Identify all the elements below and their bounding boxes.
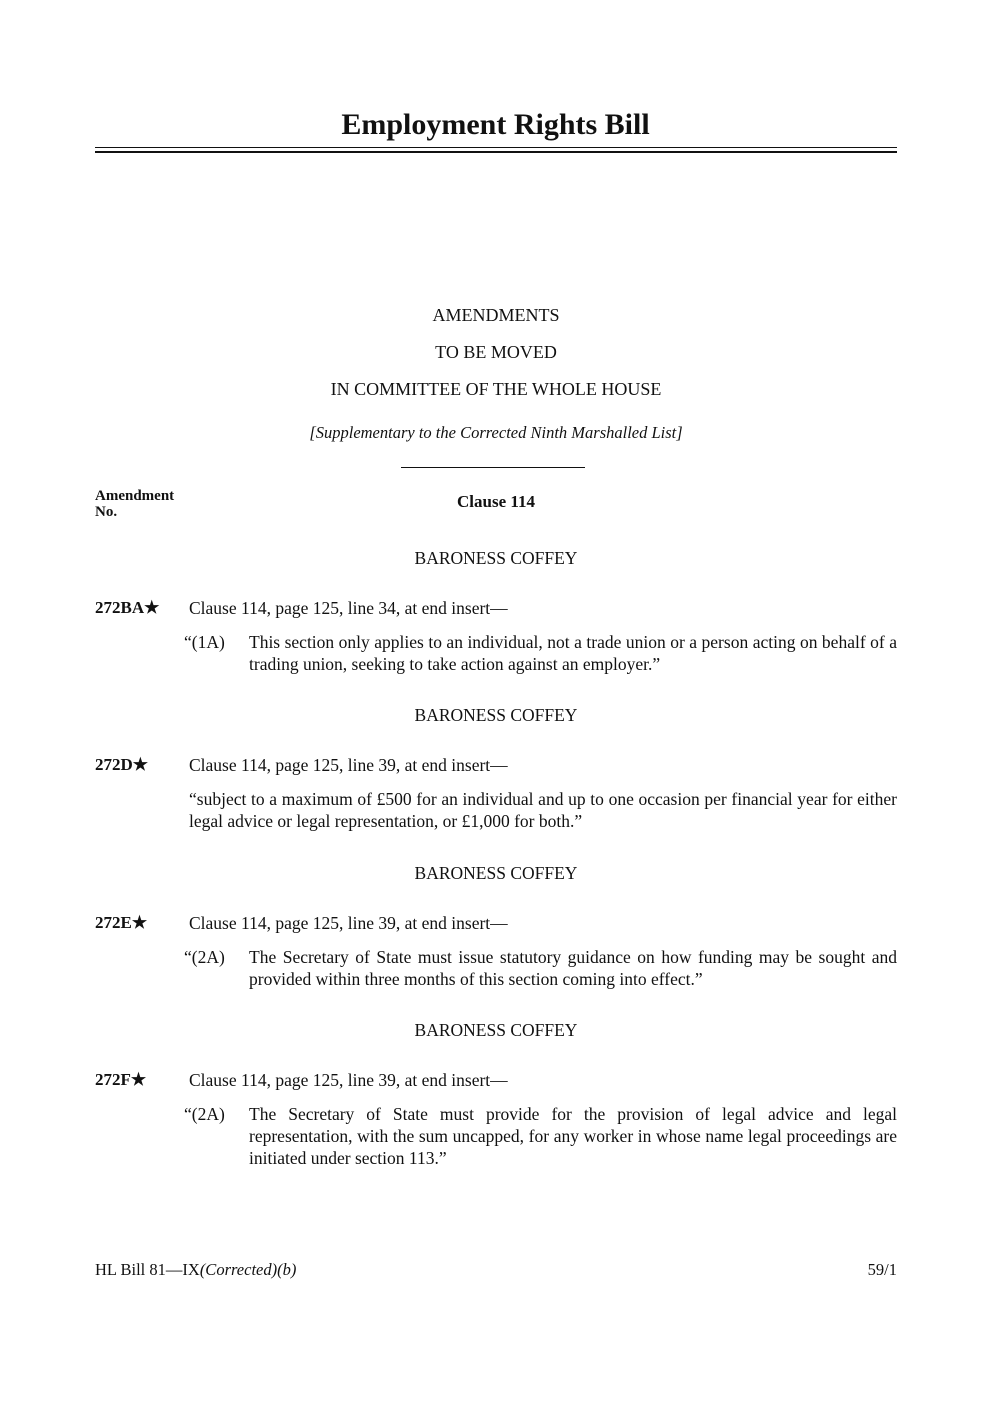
subsection-label: “(2A) <box>184 947 225 967</box>
amendment-label-line2: No. <box>95 504 118 520</box>
amendment-text: This section only applies to an individual, not a trade union or a person acting on behalf of a trading union, seeking to take action against an employer.” <box>249 632 897 674</box>
sponsor-name: BARONESS COFFEY <box>414 863 578 883</box>
subsection-label: “(1A) <box>184 632 225 652</box>
footer-bill-reference <box>95 1259 296 1281</box>
sponsor-name: BARONESS COFFEY <box>414 1020 578 1040</box>
title-rule-top <box>95 147 897 148</box>
footer-page-number: 59/1 <box>867 1260 897 1279</box>
amendment-instruction: Clause 114, page 125, line 39, at end insert— <box>189 755 508 775</box>
subsection-label: “(2A) <box>184 1104 225 1124</box>
bill-reference-suffix: (Corrected)(b) <box>199 1260 297 1279</box>
intro-subtitle: [Supplementary to the Corrected Ninth Marshalled List] <box>309 423 683 442</box>
sponsor-name: BARONESS COFFEY <box>414 705 578 725</box>
amendment-text: The Secretary of State must provide for the provision of legal advice and legal representation, with the sum uncapped, for any worker in whose name legal proceedings are initiated under section 113.” <box>249 1104 897 1168</box>
clause-heading: Clause 114 <box>457 492 535 511</box>
intro-line-1: AMENDMENTS <box>432 305 560 325</box>
amendment-instruction: Clause 114, page 125, line 39, at end insert— <box>189 1070 508 1090</box>
intro-divider <box>401 467 585 468</box>
amendment-number: 272BA★ <box>95 598 160 617</box>
title-rule-bottom <box>95 151 897 153</box>
amendment-instruction: Clause 114, page 125, line 39, at end insert— <box>189 913 508 933</box>
amendment-label-line1: Amendment <box>95 488 175 504</box>
intro-line-3: IN COMMITTEE OF THE WHOLE HOUSE <box>330 379 662 399</box>
sponsor-name: BARONESS COFFEY <box>414 548 578 568</box>
amendment-text: “subject to a maximum of £500 for an individual and up to one occasion per financial year for either legal advice or legal representation, or £1,000 for both.” <box>189 789 897 831</box>
amendment-number: 272D★ <box>95 755 149 774</box>
amendment-number: 272F★ <box>95 1070 147 1089</box>
document-title: Employment Rights Bill <box>341 108 650 141</box>
intro-line-2: TO BE MOVED <box>435 342 557 362</box>
bill-reference: HL Bill 81—IX <box>95 1260 200 1279</box>
amendment-number: 272E★ <box>95 913 148 932</box>
amendment-text: The Secretary of State must issue statutory guidance on how funding may be sought and provided within three months of this section coming into effect.” <box>249 947 897 989</box>
amendment-instruction: Clause 114, page 125, line 34, at end insert— <box>189 598 508 618</box>
